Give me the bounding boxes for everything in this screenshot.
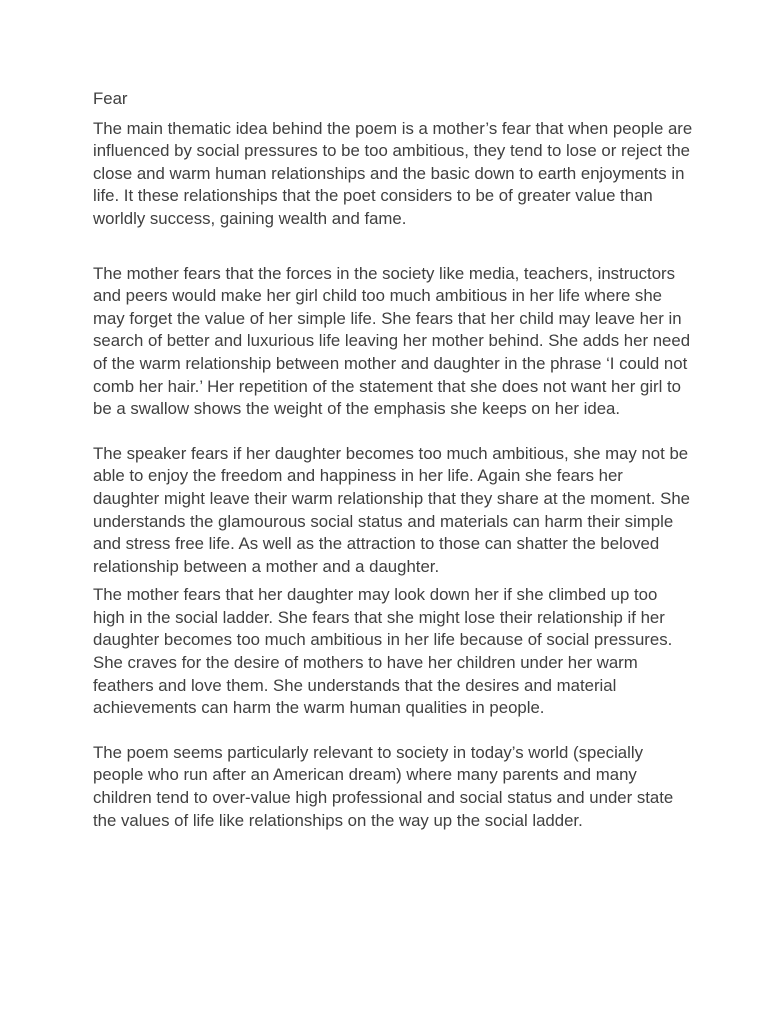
paragraph-spacer [93,231,693,263]
paragraph-3: The speaker fears if her daughter becomes too much ambitious, she may not be able to enjoy the freedom and happiness in her life. Again she fears her daughter might leave their warm relationship that they share at the moment. She understands the glamourous social status and materials can harm their simple and stress free life. As well as the attraction to those can shatter the beloved relationship between a mother and a daughter. [93,443,690,576]
paragraph-4: The mother fears that her daughter may look down her if she climbed up too high in the social ladder. She fears that she might lose their relationship if her daughter becomes too much ambitious in her life because of social pressures. She craves for the desire of mothers to have her children under her warm feathers and love them. She understands that the desires and material achievements can harm the warm human qualities in people. [93,585,673,718]
document-content [93,88,693,832]
paragraph-2: The mother fears that the forces in the society like media, teachers, instructors and peers would make her girl child too much ambitious in her life where she may forget the value of her simple life. She fears that her child may leave her in search of better and luxurious life leaving her mother behind. She adds her need of the warm relationship between mother and daughter in the phrase ‘I could not comb her hair.’ Her repetition of the statement that she does not want her girl to be a swallow shows the weight of the emphasis she keeps on her idea. [93,263,691,419]
paragraph-spacer [93,720,693,742]
paragraph-5: The poem seems particularly relevant to society in today’s world (specially people who run after an American dream) where many parents and many children tend to over-value high professional and social status and under state the values of life like relationships on the way up the social ladder. [93,742,674,830]
paragraph-spacer [93,421,693,443]
document-title: Fear [93,89,128,108]
paragraph-1: The main thematic idea behind the poem is a mother’s fear that when people are influenced by social pressures to be too ambitious, they tend to lose or reject the close and warm human relationships and the basic down to earth enjoyments in life. It these relationships that the poet considers to be of greater value than worldly success, gaining wealth and fame. [93,118,693,228]
